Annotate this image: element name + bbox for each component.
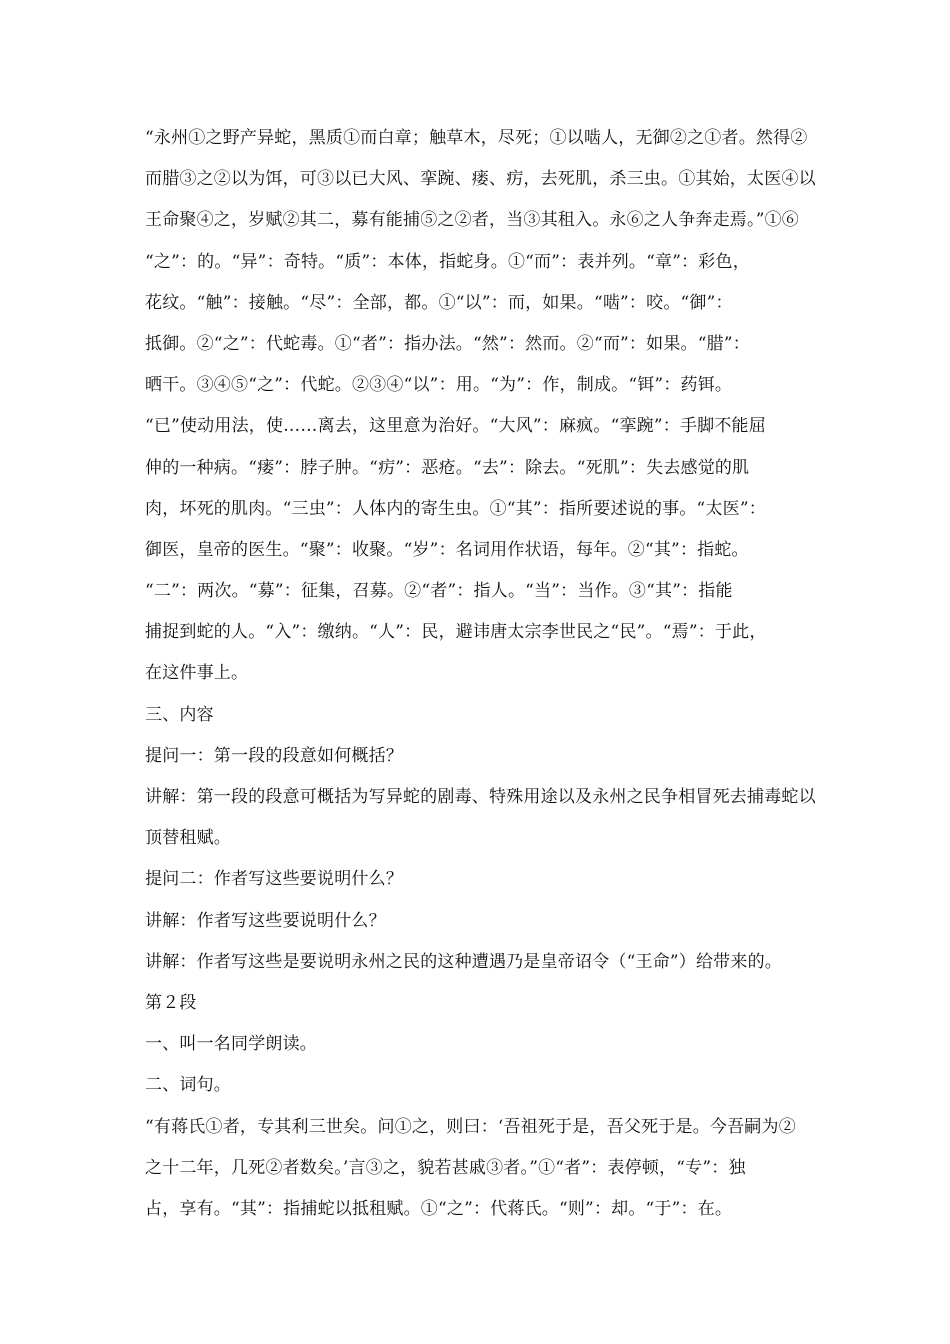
- text-line: 抵御。②“之”：代蛇毒。①“者”：指办法。“然”：然而。②“而”：如果。“腊”：: [145, 333, 750, 354]
- section-heading: 二、词句。: [145, 1075, 231, 1096]
- text-line: “永州①之野产异蛇，黑质①而白章；触草木，尽死；①以啮人，无御②之①者。然得②: [145, 128, 808, 148]
- text-line: 在这件事上。: [145, 663, 249, 684]
- section-heading: 第２段: [145, 992, 197, 1013]
- text-line: 御医，皇帝的医生。“聚”：收聚。“岁”：名词用作状语，每年。②“其”：指蛇。: [145, 539, 749, 560]
- answer-line: 顶替租赋。: [145, 828, 231, 849]
- text-line: 捕捉到蛇的人。“入”：缴纳。“人”：民，避讳唐太宗李世民之“民”。“焉”：于此，: [145, 622, 767, 643]
- text-line: “有蒋氏①者，专其利三世矣。问①之，则曰：‘吾祖死于是，吾父死于是。今吾嗣为②: [145, 1116, 796, 1137]
- text-line: 一、叫一名同学朗读。: [145, 1034, 317, 1055]
- text-line: 肉，坏死的肌肉。“三虫”：人体内的寄生虫。①“其”：指所要述说的事。“太医”：: [145, 498, 766, 519]
- text-line: 而腊③之②以为饵，可③以已大风、挛踠、瘘、疠，去死肌，杀三虫。①其始，太医④以: [145, 169, 816, 190]
- text-line: “已”使动用法，使……离去，这里意为治好。“大风”：麻疯。“挛踠”：手脚不能屈: [145, 416, 766, 437]
- text-line: 晒干。③④⑤“之”：代蛇。②③④“以”：用。“为”：作，制成。“铒”：药铒。: [145, 375, 733, 396]
- text-line: “二”：两次。“募”：征集，召募。②“者”：指人。“当”：当作。③“其”：指能: [145, 581, 733, 602]
- text-line: “之”：的。“异”：奇特。“质”：本体，指蛇身。①“而”：表并列。“章”：彩色，: [145, 251, 750, 272]
- text-line: 王命聚④之，岁赋②其二，募有能捕⑤之②者，当③其租入。永⑥之人争奔走焉。”①⑥: [145, 210, 799, 231]
- text-line: 占，享有。“其”：指捕蛇以抵租赋。①“之”：代蒋氏。“则”：却。“于”：在。: [145, 1198, 733, 1219]
- document-page: [145, 118, 820, 1230]
- question-line: 提问一：第一段的段意如何概括？: [145, 745, 403, 766]
- text-line: 之十二年，几死②者数矣。’言③之，貌若甚戚③者。”①“者”：表停顿，“专”：独: [145, 1157, 746, 1178]
- answer-line: 讲解：作者写这些是要说明永州之民的这种遭遇乃是皇帝诏令（“王命”）给带来的。: [145, 951, 782, 972]
- section-heading: 三、内容: [145, 704, 214, 725]
- text-line: 伸的一种病。“瘘”：脖子肿。“疠”：恶疮。“去”：除去。“死肌”：失去感觉的肌: [145, 457, 750, 478]
- text-line: 花纹。“触”：接触。“尽”：全部，都。①“以”：而，如果。“啮”：咬。“御”：: [145, 292, 733, 313]
- answer-line: 讲解：作者写这些要说明什么？: [145, 910, 386, 931]
- question-line: 提问二：作者写这些要说明什么？: [145, 869, 403, 890]
- answer-line: 讲解：第一段的段意可概括为写异蛇的剧毒、特殊用途以及永州之民争相冒死去捕毒蛇以: [145, 787, 816, 807]
